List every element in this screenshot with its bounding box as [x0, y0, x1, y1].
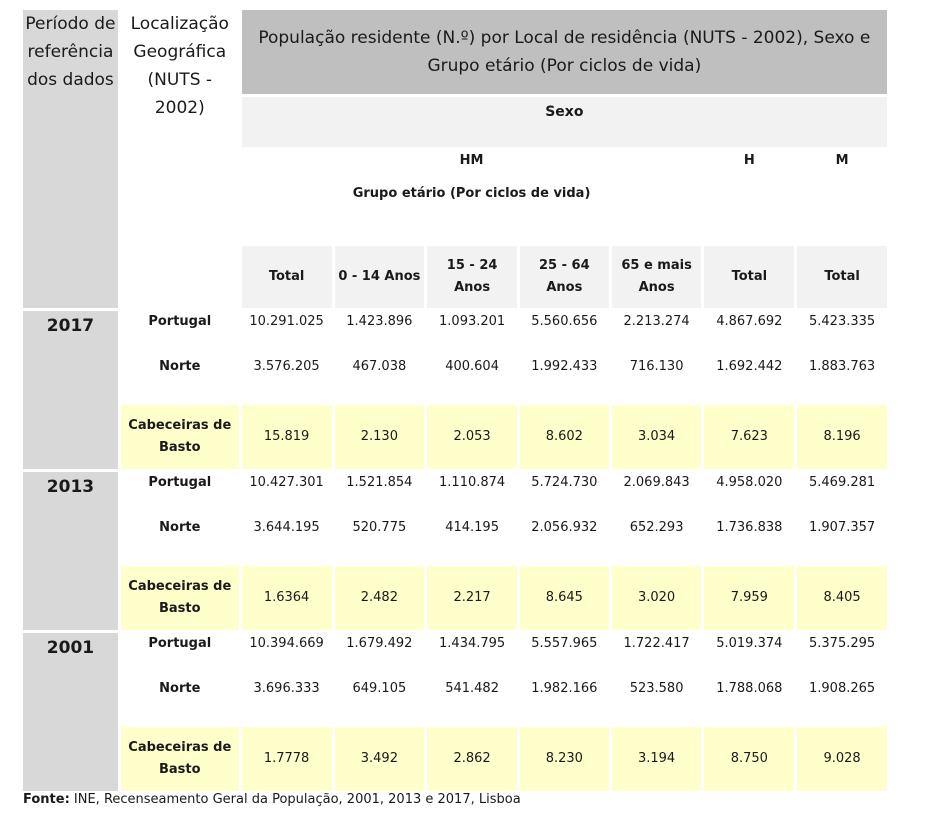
value-cell: 15.819 [242, 405, 332, 469]
location-cell: Norte [159, 681, 201, 696]
value-cell: 3.492 [335, 727, 425, 791]
value-cell: 7.959 [704, 566, 794, 630]
value-cell: 10.394.669 [249, 636, 324, 651]
table-row [23, 566, 887, 630]
table-row [23, 517, 887, 563]
column-header-4: 65 e mais Anos [612, 246, 702, 308]
value-cell: 10.427.301 [249, 475, 324, 490]
column-header-3: 25 - 64 Anos [520, 246, 609, 308]
value-cell: 1.692.442 [716, 359, 783, 374]
value-cell: 2.053 [427, 405, 517, 469]
value-cell: 8.645 [520, 566, 609, 630]
table-row [23, 311, 887, 353]
value-cell: 4.958.020 [716, 475, 783, 490]
year-cell: 2013 [23, 472, 118, 630]
column-header-1: 0 - 14 Anos [335, 246, 425, 308]
header-hm: HM [459, 153, 484, 168]
column-header-0: Total [242, 246, 332, 308]
header-period: Período de referência dos dados [23, 10, 118, 308]
location-cell: Norte [159, 359, 201, 374]
value-cell: 2.217 [427, 566, 517, 630]
value-cell: 716.130 [629, 359, 684, 374]
value-cell: 1.907.357 [809, 520, 876, 535]
source-footer [23, 792, 521, 807]
value-cell: 8.602 [520, 405, 609, 469]
value-cell: 1.982.166 [531, 681, 598, 696]
table-title: População residente (N.º) por Local de residência (NUTS - 2002), Sexo e Grupo etário (Por ciclos de vida) [242, 10, 887, 94]
column-header-5: Total [704, 246, 794, 308]
value-cell: 8.230 [520, 727, 609, 791]
value-cell: 5.560.656 [531, 314, 598, 329]
location-cell: Cabeceiras de Basto [121, 727, 239, 791]
value-cell: 1.788.068 [716, 681, 783, 696]
column-header-6: Total [797, 246, 887, 308]
value-cell: 8.196 [797, 405, 887, 469]
location-cell: Portugal [148, 636, 212, 651]
value-cell: 7.623 [704, 405, 794, 469]
value-cell: 1.883.763 [809, 359, 876, 374]
source-text: INE, Recenseamento Geral da População, 2001, 2013 e 2017, Lisboa [69, 792, 521, 807]
value-cell: 10.291.025 [249, 314, 324, 329]
header-h: H [743, 153, 755, 168]
year-cell: 2017 [23, 311, 118, 469]
source-label: Fonte: [23, 792, 70, 807]
header-m: M [835, 153, 849, 168]
value-cell: 1.423.896 [346, 314, 413, 329]
value-cell: 1.7778 [242, 727, 332, 791]
value-cell: 5.423.335 [809, 314, 876, 329]
value-cell: 3.194 [612, 727, 702, 791]
value-cell: 1.736.838 [716, 520, 783, 535]
value-cell: 5.724.730 [531, 475, 598, 490]
location-cell: Portugal [148, 475, 212, 490]
header-spacer [704, 175, 887, 243]
value-cell: 3.034 [612, 405, 702, 469]
value-cell: 1.679.492 [346, 636, 413, 651]
location-cell: Cabeceiras de Basto [121, 566, 239, 630]
value-cell: 649.105 [352, 681, 407, 696]
header-grupo: Grupo etário (Por ciclos de vida) [352, 186, 591, 201]
value-cell: 523.580 [629, 681, 684, 696]
value-cell: 1.093.201 [439, 314, 506, 329]
location-cell: Norte [159, 520, 201, 535]
value-cell: 467.038 [352, 359, 407, 374]
header-location: Localização Geográfica (NUTS - 2002) [130, 14, 229, 118]
value-cell: 1.992.433 [531, 359, 598, 374]
value-cell: 4.867.692 [716, 314, 783, 329]
value-cell: 541.482 [445, 681, 499, 696]
table-row [23, 633, 887, 675]
table-row [23, 727, 887, 791]
location-cell: Portugal [148, 314, 212, 329]
value-cell: 8.750 [704, 727, 794, 791]
value-cell: 2.056.932 [531, 520, 598, 535]
value-cell: 1.434.795 [439, 636, 506, 651]
value-cell: 9.028 [797, 727, 887, 791]
value-cell: 8.405 [797, 566, 887, 630]
value-cell: 520.775 [352, 520, 407, 535]
value-cell: 414.195 [445, 520, 499, 535]
table-row [23, 472, 887, 514]
value-cell: 1.6364 [242, 566, 332, 630]
population-table [20, 7, 890, 794]
value-cell: 3.644.195 [253, 520, 320, 535]
value-cell: 2.069.843 [623, 475, 690, 490]
table-row [23, 678, 887, 724]
value-cell: 2.862 [427, 727, 517, 791]
value-cell: 5.557.965 [531, 636, 598, 651]
value-cell: 3.020 [612, 566, 702, 630]
table-row [23, 405, 887, 469]
value-cell: 1.908.265 [809, 681, 876, 696]
value-cell: 1.521.854 [346, 475, 413, 490]
value-cell: 3.576.205 [253, 359, 320, 374]
value-cell: 400.604 [445, 359, 499, 374]
year-cell: 2001 [23, 633, 118, 791]
value-cell: 5.469.281 [809, 475, 876, 490]
value-cell: 5.019.374 [716, 636, 783, 651]
location-cell: Cabeceiras de Basto [121, 405, 239, 469]
value-cell: 652.293 [629, 520, 684, 535]
value-cell: 2.130 [335, 405, 425, 469]
value-cell: 1.722.417 [623, 636, 690, 651]
column-header-2: 15 - 24 Anos [427, 246, 517, 308]
value-cell: 1.110.874 [439, 475, 506, 490]
value-cell: 5.375.295 [809, 636, 876, 651]
value-cell: 2.213.274 [623, 314, 690, 329]
header-sexo: Sexo [242, 97, 887, 147]
table-row [23, 356, 887, 402]
value-cell: 2.482 [335, 566, 425, 630]
population-table-container [23, 10, 890, 794]
value-cell: 3.696.333 [253, 681, 320, 696]
